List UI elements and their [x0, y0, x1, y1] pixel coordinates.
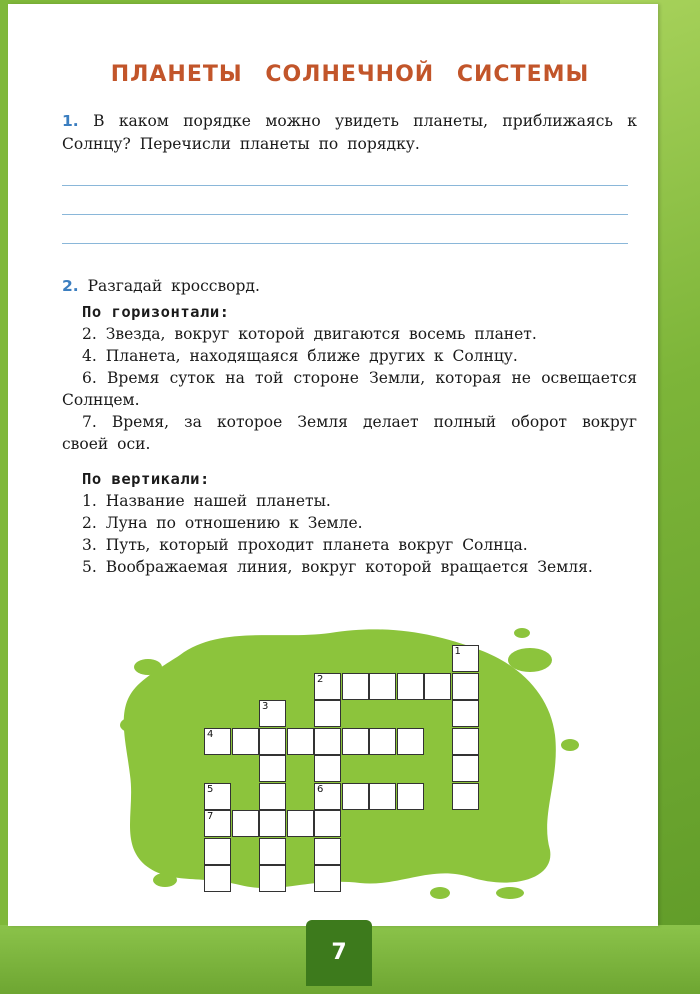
crossword-cell[interactable]	[259, 755, 286, 782]
down-clue: 3. Путь, который проходит планета вокруг Солнца.	[82, 536, 528, 554]
crossword-clue-number: 4	[207, 728, 214, 740]
crossword-cell[interactable]	[259, 810, 286, 837]
across-clue: 6. Время суток на той стороне Земли, которая не освещается Солнцем.	[62, 369, 637, 409]
task-1-text: В каком порядке можно увидеть планеты, приближаясь к Солнцу? Перечисли планеты по порядку.	[62, 112, 637, 153]
answer-line-3[interactable]	[62, 243, 628, 244]
crossword-cell[interactable]	[232, 728, 259, 755]
crossword-clue-number: 2	[317, 673, 324, 685]
crossword-cell[interactable]	[314, 838, 341, 865]
task-2-text: Разгадай кроссворд.	[87, 277, 260, 295]
crossword-cell[interactable]	[314, 700, 341, 727]
crossword-cell[interactable]	[397, 673, 424, 700]
answer-line-1[interactable]	[62, 185, 628, 186]
crossword-cell[interactable]	[452, 755, 479, 782]
page-title: ПЛАНЕТЫ СОЛНЕЧНОЙ СИСТЕМЫ	[110, 62, 590, 87]
down-clue: 2. Луна по отношению к Земле.	[82, 514, 363, 532]
across-clue: 4. Планета, находящаяся ближе других к Солнцу.	[82, 347, 518, 365]
crossword-cell[interactable]	[287, 728, 314, 755]
crossword-cell[interactable]	[259, 700, 286, 727]
crossword-cell[interactable]	[397, 783, 424, 810]
down-heading: По вертикали:	[82, 470, 210, 488]
crossword-cell[interactable]	[369, 728, 396, 755]
crossword-cell[interactable]	[314, 755, 341, 782]
crossword-cell[interactable]	[204, 810, 231, 837]
crossword-cell[interactable]	[314, 810, 341, 837]
crossword-cell[interactable]	[287, 810, 314, 837]
crossword-cell[interactable]	[259, 838, 286, 865]
crossword-cell[interactable]	[452, 645, 479, 672]
crossword-clue-number: 3	[262, 701, 269, 712]
crossword-cell[interactable]	[314, 728, 341, 755]
crossword-cell[interactable]	[452, 700, 479, 727]
crossword-cell[interactable]	[259, 783, 286, 810]
across-clue: 2. Звезда, вокруг которой двигаются восемь планет.	[82, 325, 537, 343]
task-1-number: 1.	[62, 112, 79, 130]
crossword-clue-number: 1	[454, 646, 461, 657]
crossword-cell[interactable]	[342, 728, 369, 755]
task-2	[62, 275, 637, 298]
across-heading: По горизонтали:	[82, 303, 230, 321]
answer-line-2[interactable]	[62, 214, 628, 215]
crossword-cell[interactable]	[232, 810, 259, 837]
crossword-cell[interactable]	[342, 673, 369, 700]
task-1	[62, 110, 637, 156]
crossword-cell[interactable]	[452, 728, 479, 755]
crossword-cell[interactable]	[204, 865, 231, 892]
crossword-clue-number: 7	[207, 811, 214, 822]
crossword-cell[interactable]	[314, 865, 341, 892]
crossword-clue-number: 5	[207, 783, 214, 795]
crossword-cell[interactable]	[452, 783, 479, 810]
crossword-cell[interactable]	[369, 783, 396, 810]
green-splash-background	[110, 615, 580, 905]
across-clue: 7. Время, за которое Земля делает полный оборот вокруг своей оси.	[62, 413, 637, 453]
crossword-cell[interactable]	[342, 783, 369, 810]
page-number: 7	[306, 920, 372, 986]
crossword-cell[interactable]	[204, 838, 231, 865]
crossword-cell[interactable]	[424, 673, 451, 700]
crossword-cell[interactable]	[369, 673, 396, 700]
crossword-cell[interactable]	[204, 783, 231, 810]
task-2-number: 2.	[62, 277, 79, 295]
crossword-cell[interactable]	[204, 728, 231, 755]
crossword-cell[interactable]	[259, 865, 286, 892]
across-clues	[62, 303, 637, 455]
crossword-cell[interactable]	[452, 673, 479, 700]
crossword-clue-number: 6	[317, 783, 324, 795]
crossword-cell[interactable]	[314, 783, 341, 810]
crossword-cell[interactable]	[259, 728, 286, 755]
crossword-cell[interactable]	[314, 673, 341, 700]
down-clue: 5. Воображаемая линия, вокруг которой вращается Земля.	[82, 558, 593, 576]
down-clues	[62, 470, 637, 578]
down-clue: 1. Название нашей планеты.	[82, 492, 331, 510]
crossword-cell[interactable]	[397, 728, 424, 755]
